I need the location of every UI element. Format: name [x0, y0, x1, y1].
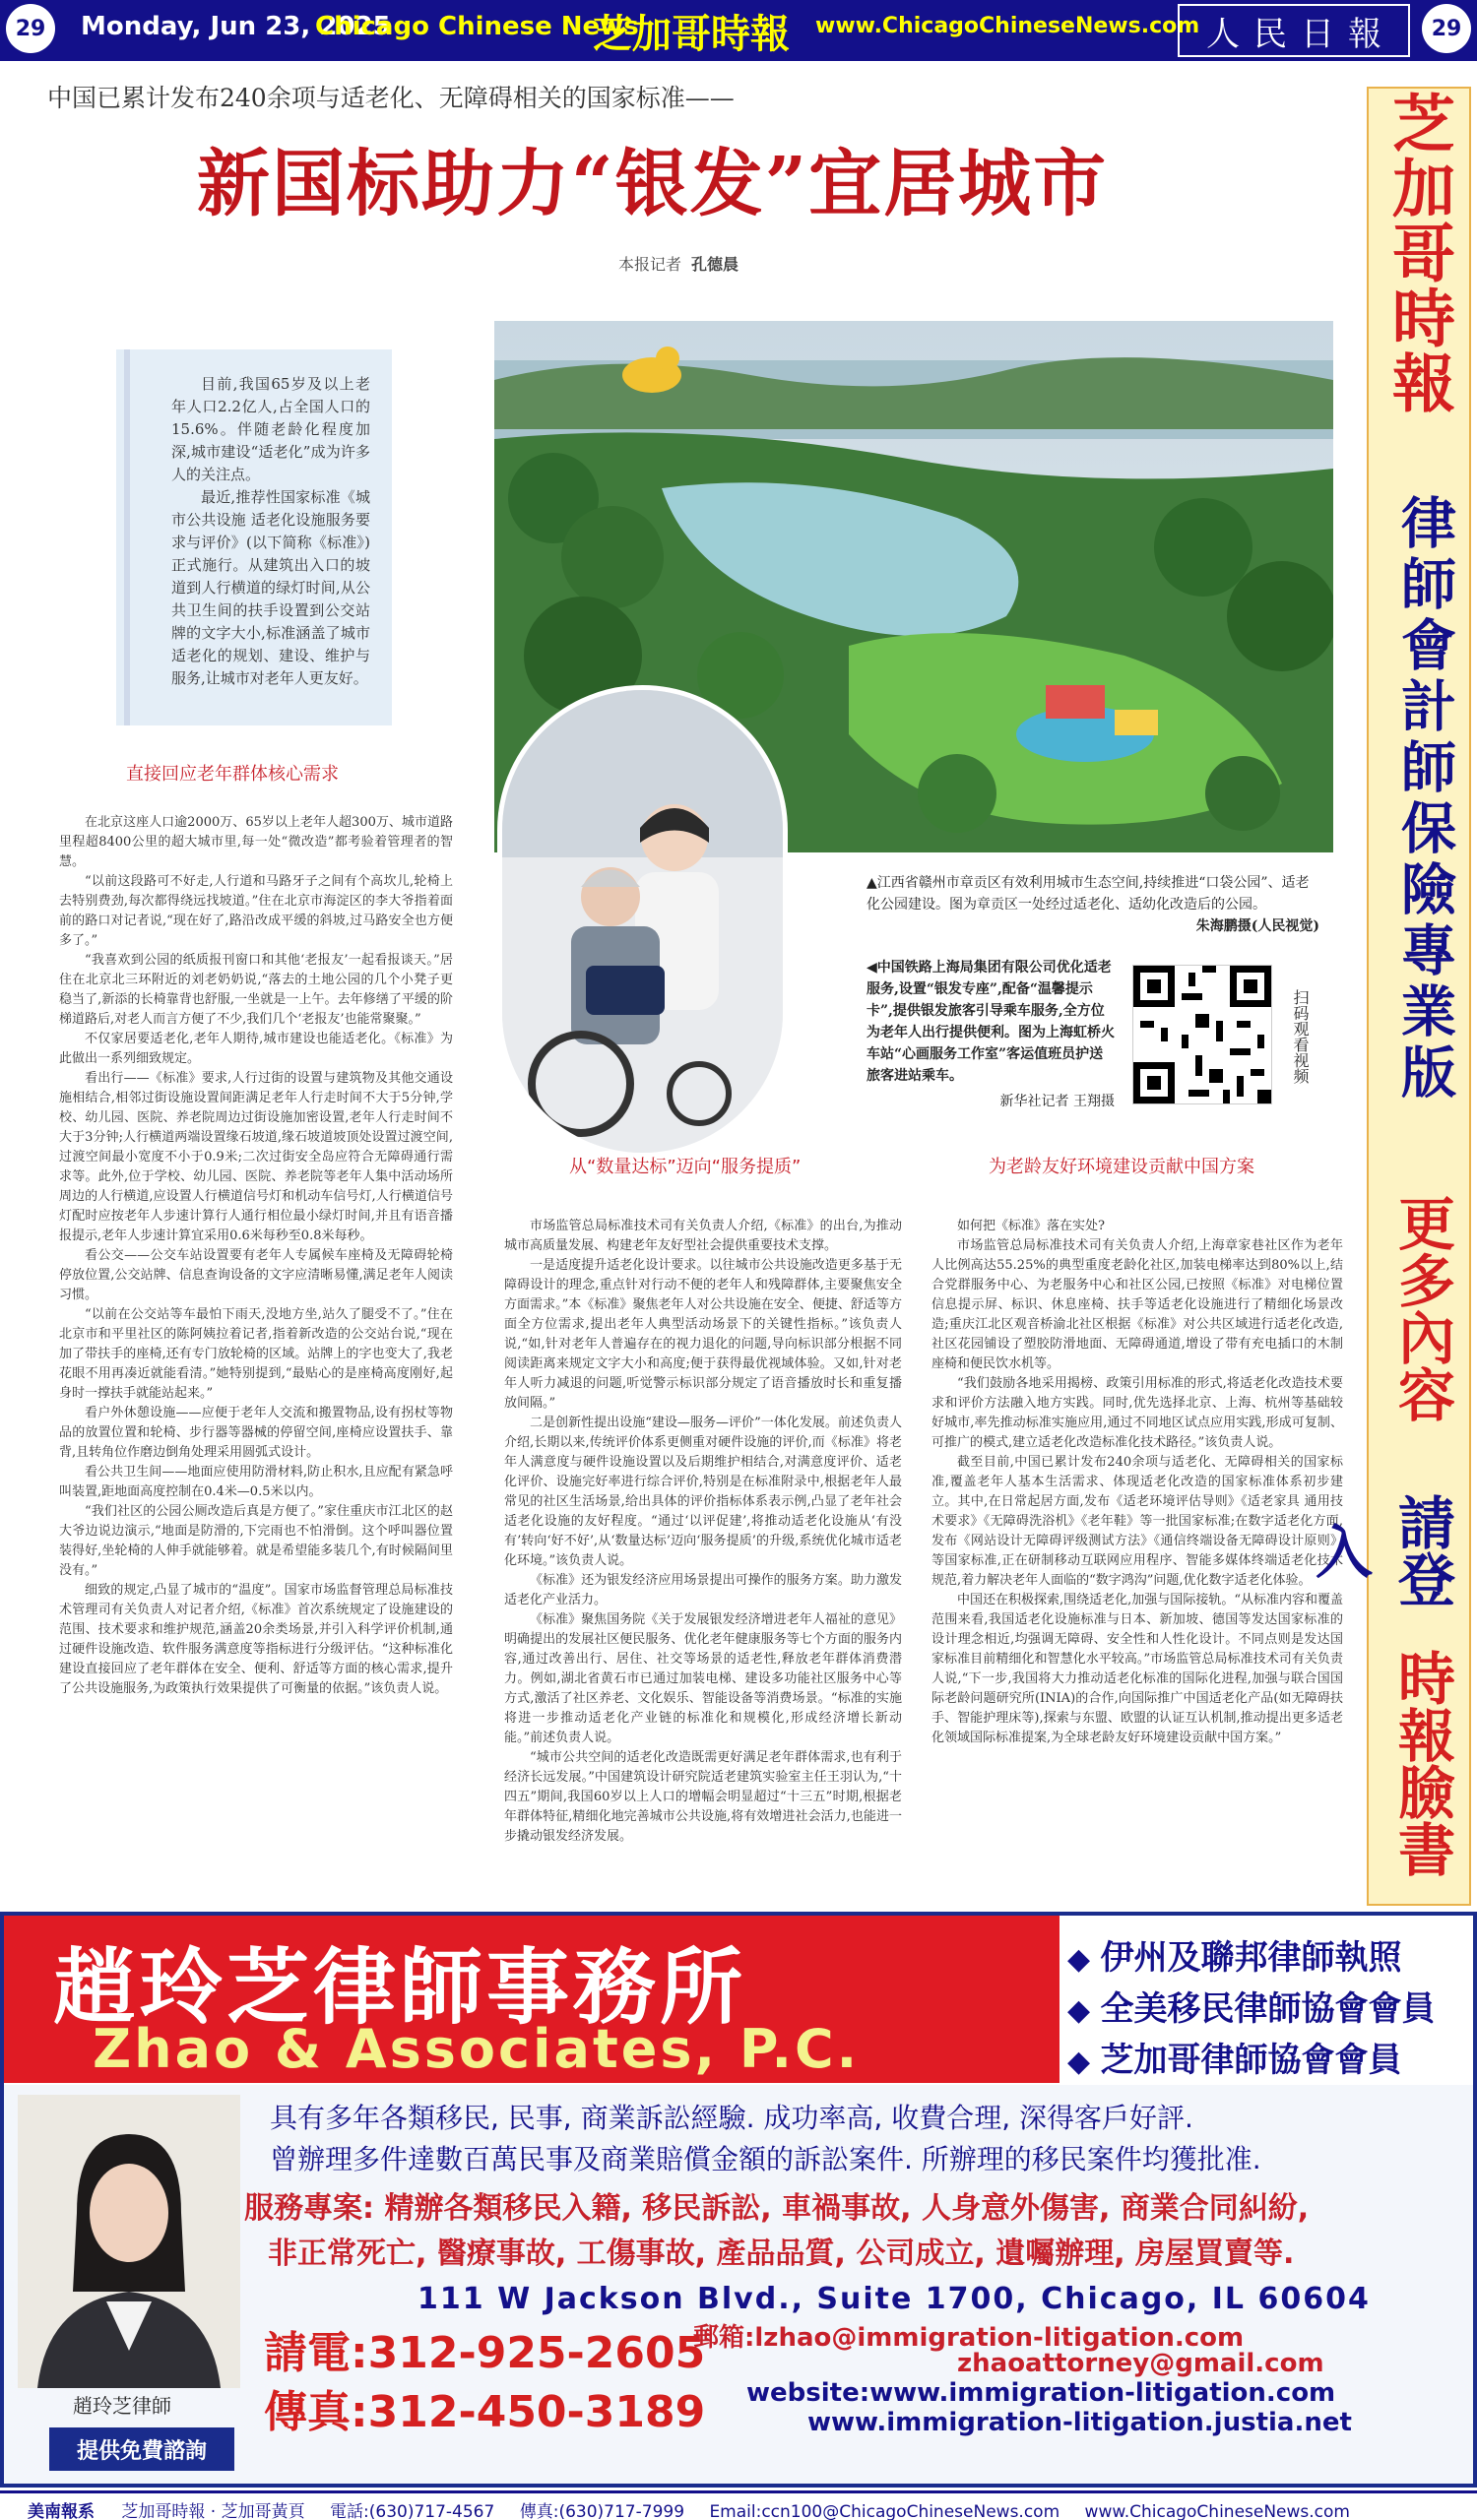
paper-name-zh: 芝加哥時報: [593, 12, 790, 57]
caption-park-credit: 朱海鹏摄(人民视觉): [1195, 918, 1319, 934]
paragraph: 截至目前,中国已累计发布240余项与适老化、无障碍相关的国家标准,覆盖老年人基本生活需求、体现适老化改造的国家标准体系初步建立。其中,在日常起居方面,发布《适老环境评估导则》《适老家具 通用技术要求》《无障碍洗浴机》《老年鞋》等一批国家标准;在数字适老化方面,发布《网站设计无障碍评级测试方法》《通信终端设备无障碍设计原则》等国家标准,正在研制移动互联网应用程序、智能多媒体终端适老化技术规范,着力解决老年人面临的“数字鸿沟”问题,优化数字适老化体验。: [931, 1455, 1343, 1588]
lead-paragraph: 目前,我国65岁及以上老年人口2.2亿人,占全国人口的15.6%。伴随老龄化程度加深,城市建设“适老化”成为许多人的关注点。: [171, 375, 370, 483]
byline: [618, 252, 738, 275]
paragraph: 看公共卫生间——地面应使用防滑材料,防止积水,且应配有紧急呼叫装置,距地面高度控制在0.4米—0.5米以内。: [59, 1465, 453, 1499]
paragraph: 市场监管总局标准技术司有关负责人介绍,上海章家巷社区作为老年人比例高达55.25%的典型重度老龄化社区,加装电梯率达到80%以上,结合党群服务中心、为老服务中心和社区公园,已按照《标准》对电梯位置信息提示屏、标识、休息座椅、扶手等适老化设施进行了精细化场景改造;重庆江北区观音桥渝北社区根据《标准》对公共区域进行适老化改造,社区花园铺设了塑胶防滑地面、无障碍通道,增设了带有充电插口的木制座椅和便民饮水机等。: [931, 1238, 1343, 1371]
article-kicker: 中国已累计发布240余项与适老化、无障碍相关的国家标准——: [47, 84, 735, 112]
ad-title-band: [4, 1916, 1473, 2083]
paragraph: 《标准》还为银发经济应用场景提出可操作的服务方案。助力激发适老化产业活力。: [504, 1573, 902, 1607]
paragraph: 《标准》聚焦国务院《关于发展银发经济增进老年人福祉的意见》明确提出的发展社区便民服务、优化老年健康服务等七个方面的服务内容,通过改善出行、居住、社交等场景的适老性,释放老年群体消费潜力。例如,湖北省黄石市已通过加装电梯、建设多功能社区服务中心等方式,激活了社区养老、文化娱乐、智能设备等消费场景。“标准的实施将进一步推动适老化产业链的标准化和规模化,形成经济增长新动能。”前述负责人说。: [504, 1612, 902, 1745]
paragraph: “我喜欢到公园的纸质报刊窗口和其他‘老报友’一起看报谈天。”居住在北京北三环附近的刘老奶奶说,“落去的土地公园的几个小凳子更稳当了,新添的长椅靠背也舒服,一坐就是一上午。去年修缮了平缓的阶梯道路后,对老人而言方便了不少,我们几个‘老报友’也能常聚聚。”: [59, 953, 453, 1027]
subhead-1: 直接回应老年群体核心需求: [126, 764, 339, 785]
issue-date: Monday, Jun 23, 2025: [81, 12, 391, 41]
ad-free-consult: 提供免費諮詢: [49, 2427, 234, 2471]
ad-phone[interactable]: 請電:312-925-2605: [264, 2328, 706, 2378]
side-banner-title: 芝加哥時報: [1381, 91, 1454, 415]
side-banner-section: 律師會計師保險專業版: [1392, 494, 1456, 1104]
lawyer-photo: [18, 2095, 240, 2388]
caption-station: [867, 957, 1115, 1112]
lead-box: [116, 349, 392, 725]
paragraph: “城市公共空间的适老化改造既需更好满足老年群体需求,也有利于经济长远发展。”中国建筑设计研究院适老建筑实验室主任王羽认为,“十四五”期间,我国60岁以上人口的增幅会明显超过“十三五”时期,根据老年群体特征,精细化地完善城市公共设施,将有效增进社会活力,也能进一步撬动银发经济发展。: [504, 1750, 902, 1844]
ad-line-services: 服務專案: 精辦各類移民入籍, 移民訴訟, 車禍事故, 人身意外傷害, 商業合同糾紛,: [244, 2191, 1310, 2226]
paragraph: 市场监管总局标准技术司有关负责人介绍,《标准》的出台,为推动城市高质量发展、构建老年友好型社会提供重要技术支撑。: [504, 1219, 902, 1253]
lead-paragraph: 最近,推荐性国家标准《城市公共设施 适老化设施服务要求与评价》(以下简称《标准》)正式施行。从建筑出入口的坡道到人行横道的绿灯时间,从公共卫生间的扶手设置到公交站牌的文字大小,标准涵盖了城市适老化的规划、建设、维护与服务,让城市对老年人更友好。: [171, 488, 370, 687]
ad-website-2[interactable]: www.immigration-litigation.justia.net: [807, 2408, 1352, 2437]
ad-website[interactable]: website:www.immigration-litigation.com: [746, 2378, 1336, 2408]
paragraph: “我们社区的公园公厕改造后真是方便了。”家住重庆市江北区的赵大爷边说边演示,“地面是防滑的,下完雨也不怕滑倒。这个呼叫器位置装得好,坐轮椅的人伸手就能够着。就是希望能多装几个,有时候隔间里没有。”: [59, 1504, 453, 1578]
byline-name: 孔德晨: [691, 255, 739, 274]
paragraph: 如何把《标准》落在实处?: [957, 1219, 1105, 1233]
body-column-3: [931, 1217, 1343, 1896]
ad-firm-name-en: Zhao & Associates, P.C.: [93, 2018, 861, 2080]
ad-line-experience: 具有多年各類移民, 民事, 商業訴訟經驗. 成功率高, 收費合理, 深得客戶好評.: [270, 2102, 1193, 2134]
paragraph: “以前这段路可不好走,人行道和马路牙子之间有个高坎儿,轮椅上去特别费劲,每次都得绕远找坡道。”住在北京市海淀区的李大爷指着面前的路口对记者说,“现在好了,路沿改成平缓的斜坡,过马路安全也方便多了。”: [59, 874, 453, 948]
caption-station-credit: 新华社记者 王翔摄: [999, 1094, 1115, 1109]
ad-lawyer-name: 趙玲芝律師: [73, 2394, 171, 2418]
ad-firm-name-zh: 趙玲芝律師事務所: [53, 1939, 747, 2036]
byline-label: 本报记者: [618, 255, 682, 274]
ad-fax: 傳真:312-450-3189: [264, 2387, 706, 2437]
qr-label: 扫码观看视频: [1291, 989, 1310, 1084]
ad-address: 111 W Jackson Blvd., Suite 1700, Chicago, IL 60604: [417, 2282, 1371, 2316]
page-number: 29: [6, 4, 55, 53]
side-banner-facebook: 時報臉書: [1388, 1649, 1455, 1877]
subhead-3: 为老龄友好环境建设贡献中国方案: [989, 1157, 1254, 1177]
page-header: [0, 0, 1477, 61]
paragraph: 一是适度提升适老化设计要求。以往城市公共设施改造更多基于无障碍设计的理念,重点针对行动不便的老年人和残障群体,主要聚焦安全方面需求。”本《标准》聚焦老年人对公共设施在安全、便捷、舒适等方面全方位需求,提出老年人典型活动场景下的关键性指标。”该负责人说,“如,针对老年人普遍存在的视力退化的问题,导向标识部分根据不同阅读距离来规定文字大小和高度;便于获得最优视域体验。又如,针对老年人听力减退的问题,听觉警示标识部分规定了语音播放时长和重复播放间隔。”: [504, 1258, 902, 1411]
paper-url[interactable]: www.ChicagoChineseNews.com: [815, 14, 1200, 38]
body-column-2: [504, 1217, 902, 1896]
ad-email-2[interactable]: zhaoattorney@gmail.com: [957, 2349, 1324, 2378]
ad-credential: ◆ 伊州及聯邦律師執照: [1067, 1933, 1473, 1984]
paragraph: 看户外休憩设施——应便于老年人交流和搬置物品,设有拐杖等物品的放置位置和轮椅、步行器等器械的停留空间,座椅应设置扶手、靠背,且转角位作磨边倒角处理采用圆弧式设计。: [59, 1406, 453, 1460]
paragraph: 二是创新性提出设施“建设—服务—评价”一体化发展。前述负责人介绍,长期以来,传统评价体系更侧重对硬件设施的评价,而《标准》将老年人满意度与硬件设施设置以及后期维护相结合,对满意度评价、适老化评价、设施完好率进行综合评价,特别是在标准附录中,根据老年人最常见的社区生活场景,给出具体的评价指标体系表示例,凸显了老年社会适老化设施的友好程度。“通过‘以评促建’,将推动适老化设施从‘有没有’转向‘好不好’,从‘数量达标’迈向‘服务提质’的升级,系统优化城市适老化环境。”该负责人说。: [504, 1416, 902, 1568]
section-name: 人民日報: [1178, 4, 1410, 57]
side-banner-login: 請登入: [1306, 1493, 1455, 1607]
body-column-1: [59, 813, 453, 1896]
footer-fax: 傳真:(630)717-7999: [519, 2502, 685, 2520]
paper-name-en: Chicago Chinese News: [315, 12, 639, 41]
paragraph: 不仅家居要适老化,老年人期待,城市建设也能适老化。《标准》为此做出一系列细致规定。: [59, 1032, 453, 1066]
footer-group-name: 美南報系: [28, 2502, 95, 2520]
lead-accent-bar: [124, 349, 130, 725]
paragraph: “我们鼓励各地采用揭榜、政策引用标准的形式,将适老化改造技术要求和评价方法融入地方实践。同时,优先选择北京、上海、杭州等基础较好城市,率先推动标准实施应用,通过不同地区试点应用实践,形成可复制、可推广的模式,建立适老化改造标准化技术路径。”该负责人说。: [931, 1376, 1343, 1450]
article-headline: 新国标助力“银发”宜居城市: [197, 142, 1109, 226]
page-number-right: 29: [1422, 4, 1471, 53]
subhead-2: 从“数量达标”迈向“服务提质”: [569, 1157, 802, 1177]
ad-line-cases: 曾辦理多件達數百萬民事及商業賠償金額的訴訟案件. 所辦理的移民案件均獲批准.: [270, 2143, 1261, 2175]
ad-line-services-2: 非正常死亡, 醫療事故, 工傷事故, 產品品質, 公司成立, 遺囑辦理, 房屋買賣等.: [268, 2236, 1295, 2271]
ad-credential: ◆ 全美移民律師協會會員: [1067, 1984, 1473, 2036]
paragraph: 看出行——《标准》要求,人行过街的设置与建筑物及其他交通设施相结合,相邻过街设施设置间距满足老年人行走时间不大于5分钟,学校、幼儿园、医院、养老院周边过街设施加密设置,老年人行走时间不大于3分钟;人行横道两端设置缘石坡道,缘石坡道坡顶处设置过渡空间,过渡空间最小宽度不小于0.9米;二次过街安全岛应符合无障碍通行需求等。此外,位于学校、幼儿园、医院、养老院等老年人集中活动场所周边的人行横道,应设置人行横道信号灯和机动车信号灯,人行横道信号灯配时应按老年人步速计算行人通行相位最小绿灯时间,并且有语音播报提示,老年人步速计算宜采用0.6米每秒至0.8米每秒。: [59, 1071, 453, 1243]
caption-park: [867, 872, 1319, 937]
caption-park-text: ▲江西省赣州市章贡区有效利用城市生态空间,持续推进“口袋公园”、适老化公园建设。图为章贡区一处经过适老化、适幼化改造后的公园。: [867, 875, 1310, 913]
law-firm-ad[interactable]: [0, 1912, 1477, 2488]
ad-credentials: [1060, 1916, 1473, 2083]
page-footer: [0, 2490, 1477, 2520]
paragraph: 在北京这座人口逾2000万、65岁以上老年人超300万、城市道路里程超8400公里的超大城市里,每一处“微改造”都考验着管理者的智慧。: [59, 815, 453, 869]
paragraph: “以前在公交站等车最怕下雨天,没地方坐,站久了腿受不了。”住在北京市和平里社区的陈阿姨拉着记者,指着新改造的公交站台说,“现在加了带扶手的座椅,还有专门放轮椅的区域。站牌上的字也变大了,我老花眼不用再凑近就能看清。”她特别提到,“最贴心的是座椅高度刚好,起身时一撑扶手就能站起来。”: [59, 1307, 453, 1401]
footer-website[interactable]: www.ChicagoChineseNews.com: [1084, 2502, 1350, 2520]
paragraph: 中国还在积极探索,围绕适老化,加强与国际接轨。“从标准内容和覆盖范围来看,我国适老化设施标准与日本、新加坡、德国等发达国家标准的设计理念相近,均强调无障碍、安全性和人性化设计。不同点则是发达国家标准目前精细化和智慧化水平较高。”市场监管总局标准技术司有关负责人说,“下一步,我国将大力推动适老化标准的国际化进程,加强与联合国国际老龄问题研究所(INIA)的合作,向国际推广中国适老化产品(如无障碍扶手、智能护理床等),探索与东盟、欧盟的认证互认机制,推动提出更多适老化领域国际标准提案,为全球老龄友好环境建设贡献中国方案。”: [931, 1593, 1343, 1745]
paragraph: 细致的规定,凸显了城市的“温度”。国家市场监督管理总局标准技术管理司有关负责人对记者介绍,《标准》首次系统规定了设施建设的范围、技术要求和维护规范,涵盖20余类场景,并引入科学评价机制,通过硬件设施改造、软件服务满意度等指标进行分级评估。“这种标准化建设直接回应了老年群体在安全、便利、舒适等方面的核心需求,提升了公共设施服务,为政策执行效果提供了可衡量的依据。”该负责人说。: [59, 1583, 453, 1696]
side-banner-more: 更多內容: [1388, 1194, 1455, 1422]
paragraph: 看公交——公交车站设置要有老年人专属候车座椅及无障碍轮椅停放位置,公交站牌、信息查询设备的文字应清晰易懂,满足老年人阅读习惯。: [59, 1248, 453, 1302]
ad-email[interactable]: 郵箱:lzhao@immigration-litigation.com: [693, 2323, 1245, 2353]
footer-email[interactable]: Email:ccn100@ChicagoChineseNews.com: [709, 2502, 1060, 2520]
qr-code[interactable]: [1132, 965, 1272, 1104]
caption-station-text: ◀中国铁路上海局集团有限公司优化适老服务,设置“银发专座”,配备“温馨提示卡”,提供银发旅客引导乘车服务,全方位为老年人出行提供便利。图为上海虹桥火车站“心画服务工作室”客运值班员护送旅客进站乘车。: [867, 960, 1115, 1084]
footer-papers: 芝加哥時報 · 芝加哥黃頁: [121, 2502, 305, 2520]
footer-phone: 電話:(630)717-4567: [330, 2502, 495, 2520]
station-photo: [497, 685, 788, 1158]
ad-credential: ◆ 芝加哥律師協會會員: [1067, 2036, 1473, 2087]
